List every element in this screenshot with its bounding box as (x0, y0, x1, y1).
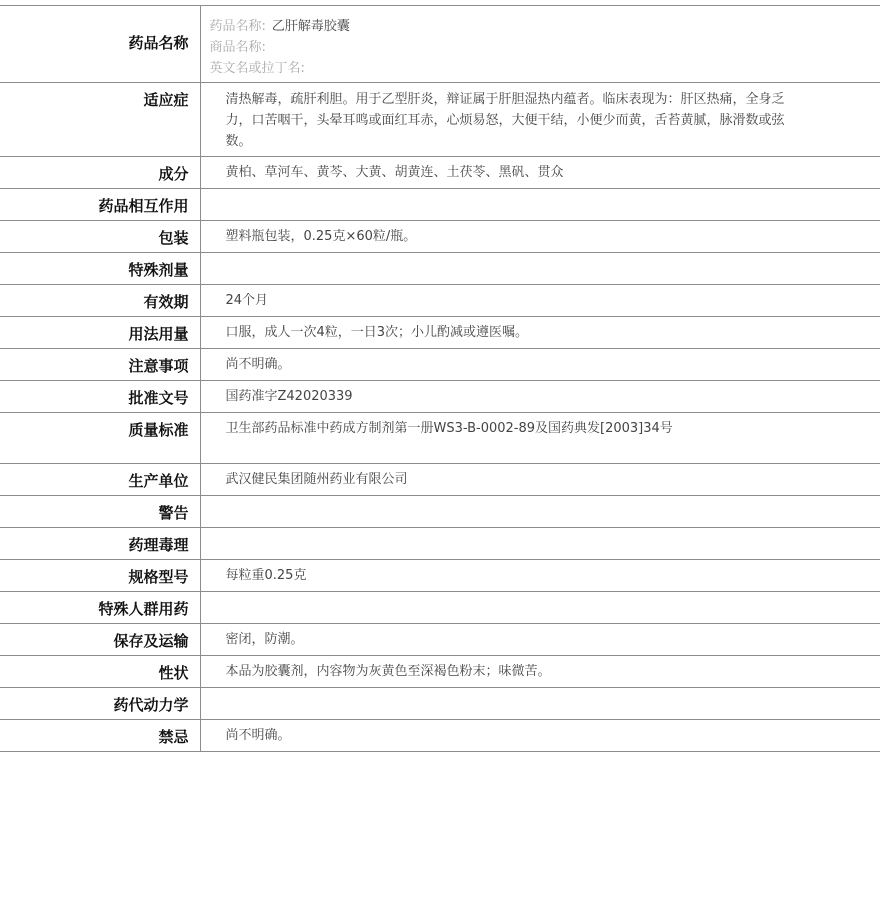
drug-name-details (200, 6, 880, 83)
table-row-warning (0, 496, 880, 528)
row-label-specification: 规格型号 (0, 560, 200, 592)
table-row-pharmacology (0, 528, 880, 560)
english-name-line (210, 58, 880, 79)
table-row-indications (0, 83, 880, 157)
row-label-warning: 警告 (0, 496, 200, 528)
table-row-precautions (0, 349, 880, 381)
row-label-quality-standard: 质量标准 (0, 413, 200, 464)
table-row-quality-standard (0, 413, 880, 464)
row-label-approval-number: 批准文号 (0, 381, 200, 413)
table-row-shelf-life (0, 285, 880, 317)
row-value-precautions: 尚不明确。 (200, 349, 880, 381)
row-value-ingredients: 黄柏、草河车、黄芩、大黄、胡黄连、土茯苓、黑矾、贯众 (200, 157, 880, 189)
trade-name-label: 商品名称: (209, 40, 266, 55)
table-row-approval-number (0, 381, 880, 413)
row-label-manufacturer: 生产单位 (0, 464, 200, 496)
row-label-storage: 保存及运输 (0, 624, 200, 656)
row-value-shelf-life: 24个月 (200, 285, 880, 317)
generic-name-line (210, 16, 880, 37)
row-label-contraindications: 禁忌 (0, 720, 200, 752)
table-row-contraindications (0, 720, 880, 752)
table-row-ingredients (0, 157, 880, 189)
row-value-packaging: 塑料瓶包装，0.25克×60粒/瓶。 (200, 221, 880, 253)
row-label-indications: 适应症 (0, 83, 200, 157)
row-label-interactions: 药品相互作用 (0, 189, 200, 221)
table-row-interactions (0, 189, 880, 221)
row-value-special-populations (200, 592, 880, 624)
row-value-special-dosage (200, 253, 880, 285)
table-row-packaging (0, 221, 880, 253)
row-value-manufacturer: 武汉健民集团随州药业有限公司 (200, 464, 880, 496)
table-row-manufacturer (0, 464, 880, 496)
row-value-storage: 密闭，防潮。 (200, 624, 880, 656)
row-label-packaging: 包装 (0, 221, 200, 253)
row-label-special-dosage: 特殊剂量 (0, 253, 200, 285)
row-value-interactions (200, 189, 880, 221)
table-row-drug-name (0, 6, 880, 83)
row-value-dosage: 口服，成人一次4粒，一日3次；小儿酌减或遵医嘱。 (200, 317, 880, 349)
table-row-appearance (0, 656, 880, 688)
row-value-contraindications: 尚不明确。 (200, 720, 880, 752)
row-value-pharmacokinetics (200, 688, 880, 720)
table-row-storage (0, 624, 880, 656)
row-label-ingredients: 成分 (0, 157, 200, 189)
row-label-precautions: 注意事项 (0, 349, 200, 381)
table-row-special-dosage (0, 253, 880, 285)
row-value-warning (200, 496, 880, 528)
row-label-special-populations: 特殊人群用药 (0, 592, 200, 624)
row-value-appearance: 本品为胶囊剂，内容物为灰黄色至深褐色粉末；味微苦。 (200, 656, 880, 688)
row-label-pharmacokinetics: 药代动力学 (0, 688, 200, 720)
row-value-approval-number: 国药准字Z42020339 (200, 381, 880, 413)
row-label-drug-name: 药品名称 (0, 6, 200, 83)
table-row-special-populations (0, 592, 880, 624)
trade-name-line (210, 37, 880, 58)
row-value-quality-standard: 卫生部药品标准中药成方制剂第一册WS3-B-0002-89及国药典发[2003]34号 (200, 413, 880, 464)
row-label-shelf-life: 有效期 (0, 285, 200, 317)
row-value-pharmacology (200, 528, 880, 560)
table-row-pharmacokinetics (0, 688, 880, 720)
row-label-pharmacology: 药理毒理 (0, 528, 200, 560)
row-label-appearance: 性状 (0, 656, 200, 688)
generic-name-label: 药品名称: (209, 19, 266, 34)
table-row-dosage (0, 317, 880, 349)
english-name-label: 英文名或拉丁名: (209, 61, 305, 76)
table-row-specification (0, 560, 880, 592)
generic-name-value: 乙肝解毒胶囊 (271, 19, 350, 34)
row-value-specification: 每粒重0.25克 (200, 560, 880, 592)
row-label-dosage: 用法用量 (0, 317, 200, 349)
drug-info-table (0, 5, 880, 752)
row-value-indications: 清热解毒，疏肝利胆。用于乙型肝炎，辩证属于肝胆湿热内蕴者。临床表现为：肝区热痛，全身乏力，口苦咽干，头晕耳鸣或面红耳赤，心烦易怒，大便干结，小便少而黄，舌苔黄腻，脉滑数或弦数。 (200, 83, 880, 157)
